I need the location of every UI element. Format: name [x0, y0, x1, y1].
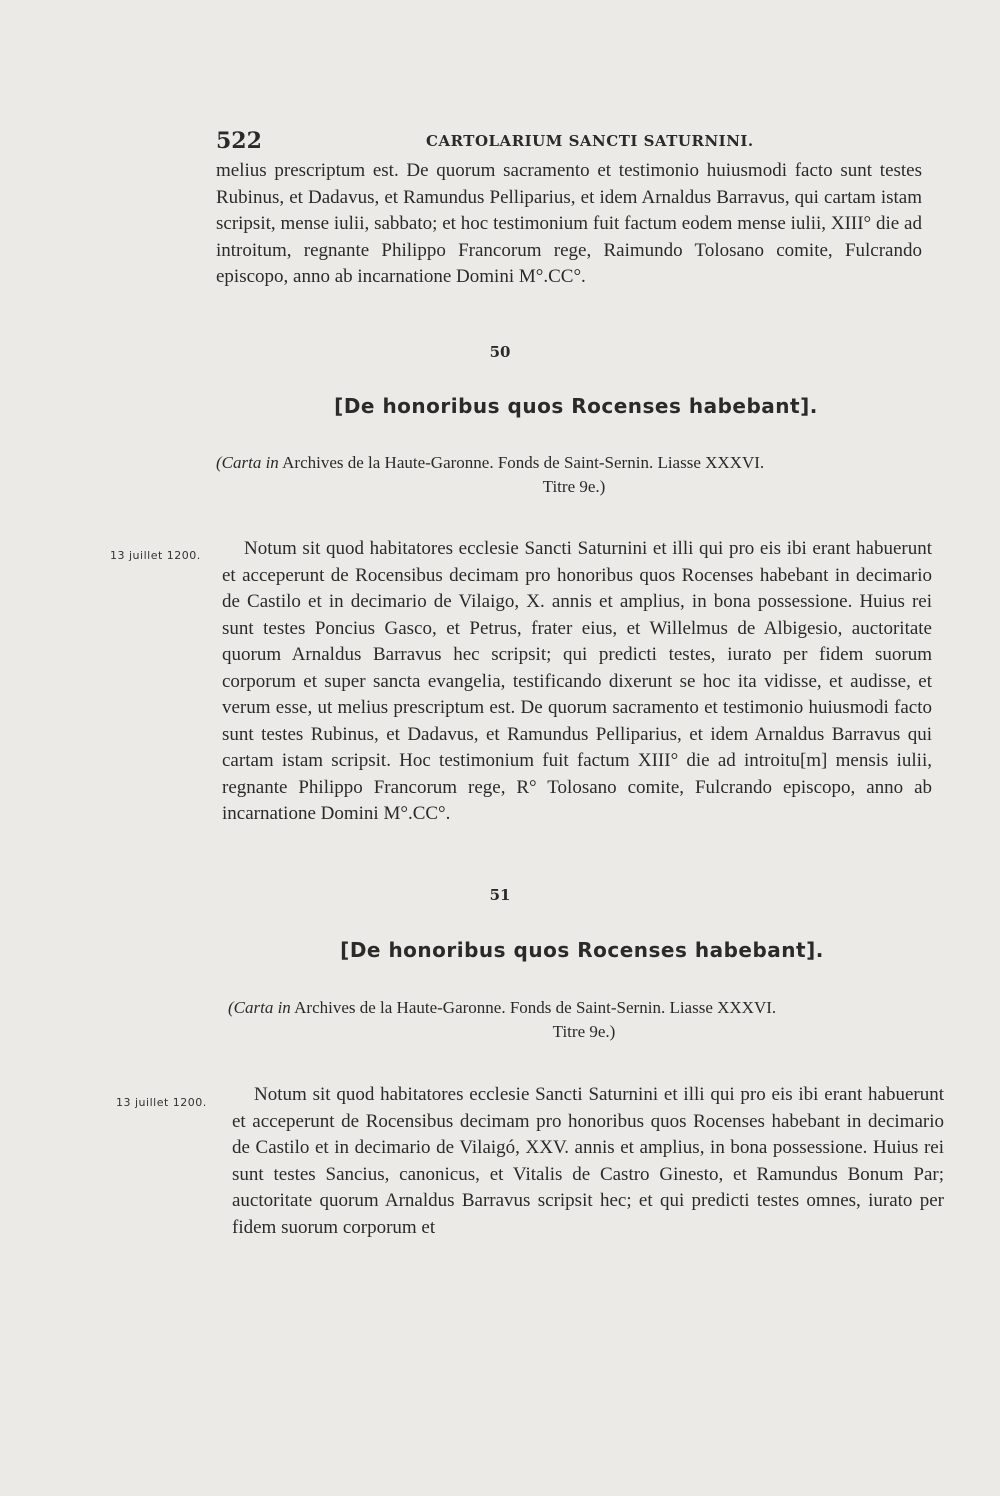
document-title-51: [De honoribus quos Rocenses habebant]. — [340, 938, 824, 962]
source-prefix: (Carta in — [228, 998, 291, 1017]
document-body-50: Notum sit quod habitatores ecclesie Sancti Saturnini et illi qui pro eis ibi erant habuerunt et acceperunt de Rocensibus decimam pro honoribus quos Rocenses habebant in decimario de Castilo et in decimario de Vilaigo, X. annis et amplius, in bona possessione. Huius rei sunt testes Poncius Gasco, et Petrus, frater eius, et Willelmus de Albigesio, auctoritate quorum Arnaldus Barravus hec scripsit; qui predicti testes, iurato per fidem suorum corporum et super sancta evangelia, testificando dixerunt se hoc ita vidisse, et audisse, et verum esse, ut melius prescriptum est. De quorum sacramento et testimonio huiusmodi facto sunt testes Rubinus, et Dadavus, et Ramundus Pelliparius, et idem Arnaldus Barravus qui cartam istam scripsit. Hoc testimonium fuit factum XIII° die ad introitu[m] mensis iulii, regnante Philippo Francorum rege, R° Tolosano comite, Fulcrando episcopo, anno ab incarnatione Domini M°.CC°. — [222, 538, 932, 824]
source-archive: Archives de la Haute-Garonne. Fonds de Saint-Sernin. Liasse XXXVI. — [278, 453, 765, 472]
source-titre: Titre 9e.) — [542, 477, 606, 496]
document-title-50: [De honoribus quos Rocenses habebant]. — [334, 394, 818, 418]
margin-date-50: 13 juillet 1200. — [110, 549, 201, 562]
running-title: CARTOLARIUM SANCTI SATURNINI. — [426, 132, 754, 150]
document-body-51: Notum sit quod habitatores ecclesie Sancti Saturnini et illi qui pro eis ibi erant habuerunt et acceperunt de Rocensibus decimam pro honoribus quos Rocenses habebant in decimario de Castilo et in decimario de Vilaigó, XXV. annis et amplius, in bona possessione. Huius rei sunt testes Sancius, canonicus, et Vitalis de Castro Ginesto, et Ramundus Bonum Par; auctoritate quorum Arnaldus Barravus scripsit hec; et qui predicti testes omnes, iurato per fidem suorum corporum et — [232, 1084, 944, 1238]
page-number: 522 — [216, 128, 262, 154]
document-source-50 — [216, 451, 932, 499]
continuation-paragraph: melius prescriptum est. De quorum sacramento et testimonio huiusmodi facto sunt testes Rubinus, et Dadavus, et Ramundus Pelliparius, et idem Arnaldus Barravus, qui cartam istam scripsit, mense iulii, sabbato; et hoc testimonium fuit factum eodem mense iulii, XIII° die ad introitum, regnante Philippo Francorum rege, Raimundo Tolosano comite, Fulcrando episcopo, anno ab incarnatione Domini M°.CC°. — [216, 160, 922, 287]
source-prefix: (Carta in — [216, 453, 279, 472]
margin-date-51: 13 juillet 1200. — [116, 1096, 207, 1109]
source-archive: Archives de la Haute-Garonne. Fonds de Saint-Sernin. Liasse XXXVI. — [290, 998, 777, 1017]
document-number-50: 50 — [489, 343, 511, 361]
source-titre: Titre 9e.) — [552, 1022, 616, 1041]
page-header — [216, 128, 936, 158]
document-source-51 — [228, 996, 940, 1044]
document-number-51: 51 — [489, 886, 511, 904]
